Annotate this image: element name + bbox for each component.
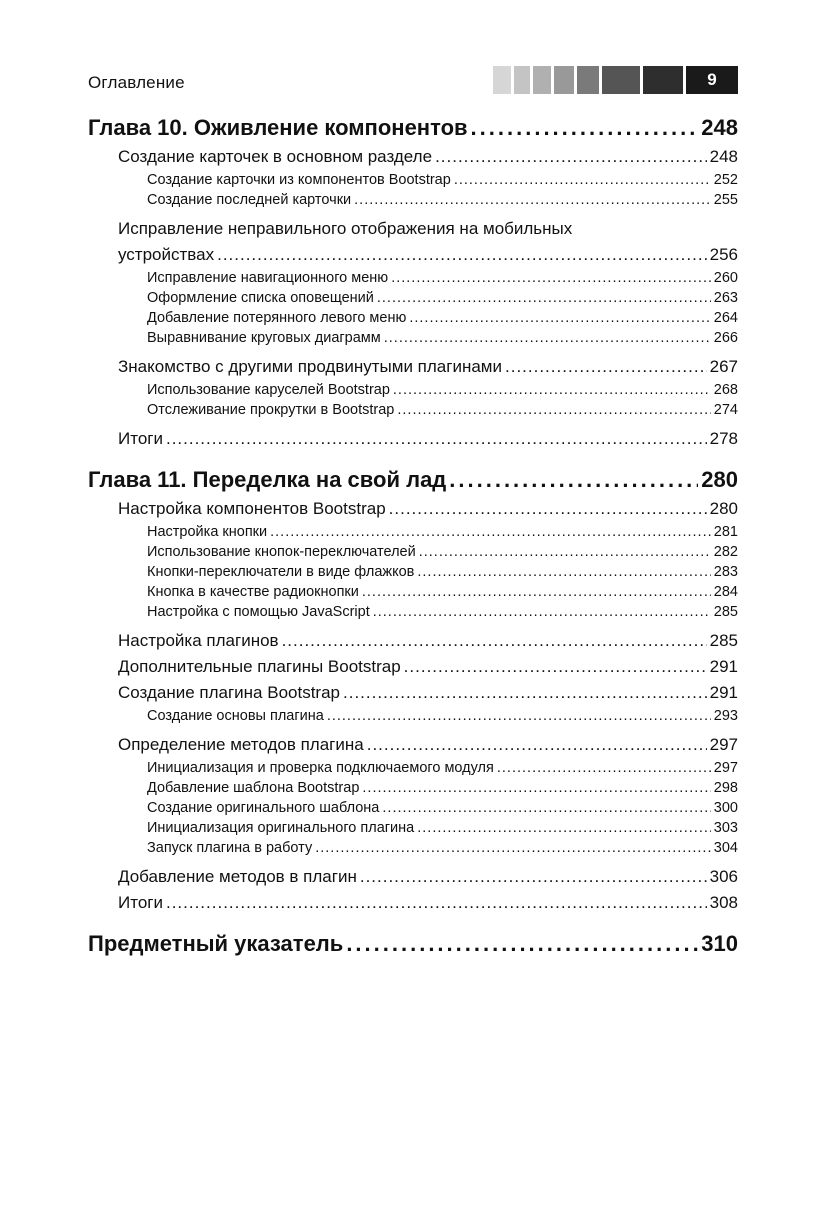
section-entry[interactable]: [88, 242, 738, 268]
leader-dots: [282, 628, 707, 654]
entry-page: 281: [713, 524, 738, 540]
entry-page: 291: [709, 657, 738, 676]
chapter-entry[interactable]: [88, 464, 738, 496]
leader-dots: [404, 654, 707, 680]
entry-page: 264: [713, 310, 738, 326]
subsection-entry[interactable]: [88, 542, 738, 562]
subsection-entry[interactable]: [88, 818, 738, 838]
subsection-entry[interactable]: [88, 288, 738, 308]
entry-title: Кнопки-переключатели в виде флажков: [147, 564, 415, 580]
entry-page: 263: [713, 290, 738, 306]
subsection-entry[interactable]: [88, 838, 738, 858]
entry-title: Выравнивание круговых диаграмм: [147, 330, 381, 346]
entry-title: Отслеживание прокрутки в Bootstrap: [147, 402, 395, 418]
entry-title: Использование кнопок-переключателей: [147, 544, 416, 560]
subsection-entry[interactable]: [88, 582, 738, 602]
section-entry[interactable]: [88, 426, 738, 452]
leader-dots: [435, 144, 707, 170]
section-entry-title-line1[interactable]: Исправление неправильного отображения на мобильных: [118, 219, 573, 238]
leader-dots: [471, 112, 699, 144]
entry-page: 256: [709, 245, 738, 264]
entry-title: Использование каруселей Bootstrap: [147, 382, 390, 398]
subsection-entry[interactable]: [88, 706, 738, 726]
entry-page: 280: [709, 499, 738, 518]
entry-page: 297: [709, 735, 738, 754]
leader-dots: [391, 268, 711, 288]
leader-dots: [360, 864, 707, 890]
entry-page: 285: [713, 604, 738, 620]
header-bar: [493, 66, 511, 94]
entry-page: 248: [701, 115, 738, 140]
entry-title: Настройка плагинов: [118, 631, 279, 650]
entry-page: 255: [713, 192, 738, 208]
leader-dots: [217, 242, 707, 268]
entry-page: 284: [713, 584, 738, 600]
entry-title: Итоги: [118, 429, 163, 448]
leader-dots: [373, 602, 711, 622]
entry-title: Создание карточек в основном разделе: [118, 147, 433, 166]
header-bar: [533, 66, 551, 94]
chapter-entry[interactable]: [88, 928, 738, 960]
entry-title: Дополнительные плагины Bootstrap: [118, 657, 401, 676]
leader-dots: [367, 732, 707, 758]
subsection-entry[interactable]: [88, 190, 738, 210]
entry-title: Добавление методов в плагин: [118, 867, 357, 886]
header-bar: [643, 66, 683, 94]
leader-dots: [166, 890, 707, 916]
entry-page: 303: [713, 820, 738, 836]
section-entry[interactable]: [88, 354, 738, 380]
subsection-entry[interactable]: [88, 380, 738, 400]
entry-title: Инициализация оригинального плагина: [147, 820, 415, 836]
entry-page: 310: [701, 931, 738, 956]
entry-title: устройствах: [118, 245, 215, 264]
entry-page: 268: [713, 382, 738, 398]
leader-dots: [382, 798, 710, 818]
entry-title: Знакомство с другими продвинутыми плагинами: [118, 357, 502, 376]
leader-dots: [362, 582, 711, 602]
leader-dots: [417, 818, 711, 838]
header-bar: [577, 66, 599, 94]
leader-dots: [409, 308, 710, 328]
entry-title: Добавление шаблона Bootstrap: [147, 780, 360, 796]
entry-title: Определение методов плагина: [118, 735, 364, 754]
entry-title: Предметный указатель: [88, 931, 344, 956]
subsection-entry[interactable]: [88, 328, 738, 348]
section-entry[interactable]: [88, 680, 738, 706]
entry-title: Оформление списка оповещений: [147, 290, 374, 306]
header-bar: [602, 66, 640, 94]
entry-page: 293: [713, 708, 738, 724]
leader-dots: [389, 496, 707, 522]
entry-title: Создание плагина Bootstrap: [118, 683, 341, 702]
entry-page: 282: [713, 544, 738, 560]
entry-page: 248: [709, 147, 738, 166]
leader-dots: [419, 542, 711, 562]
leader-dots: [454, 170, 711, 190]
leader-dots: [315, 838, 711, 858]
entry-page: 291: [709, 683, 738, 702]
entry-title: Исправление навигационного меню: [147, 270, 389, 286]
subsection-entry[interactable]: [88, 522, 738, 542]
leader-dots: [505, 354, 707, 380]
leader-dots: [166, 426, 707, 452]
section-entry[interactable]: [88, 890, 738, 916]
subsection-entry[interactable]: [88, 400, 738, 420]
entry-page: 252: [713, 172, 738, 188]
chapter-entry[interactable]: [88, 112, 738, 144]
entry-title: Глава 10. Оживление компонентов: [88, 115, 468, 140]
entry-page: 285: [709, 631, 738, 650]
entry-page: 260: [713, 270, 738, 286]
leader-dots: [397, 400, 710, 420]
leader-dots: [497, 758, 711, 778]
entry-page: 278: [709, 429, 738, 448]
entry-title: Итоги: [118, 893, 163, 912]
leader-dots: [354, 190, 711, 210]
section-entry[interactable]: [88, 496, 738, 522]
subsection-entry[interactable]: [88, 268, 738, 288]
entry-page: 306: [709, 867, 738, 886]
section-entry[interactable]: [88, 628, 738, 654]
entry-page: 300: [713, 800, 738, 816]
subsection-entry[interactable]: [88, 758, 738, 778]
entry-title: Создание оригинального шаблона: [147, 800, 380, 816]
entry-title: Добавление потерянного левого меню: [147, 310, 407, 326]
entry-page: 304: [713, 840, 738, 856]
header-bar: [554, 66, 574, 94]
entry-title: Настройка кнопки: [147, 524, 268, 540]
header-bar: [514, 66, 530, 94]
section-entry[interactable]: [88, 144, 738, 170]
subsection-entry[interactable]: [88, 562, 738, 582]
subsection-entry[interactable]: [88, 778, 738, 798]
section-entry[interactable]: [88, 864, 738, 890]
entry-page: 266: [713, 330, 738, 346]
entry-title: Запуск плагина в работу: [147, 840, 313, 856]
entry-page: 308: [709, 893, 738, 912]
header-title: Оглавление: [88, 73, 185, 92]
entry-title: Инициализация и проверка подключаемого модуля: [147, 760, 494, 776]
subsection-entry[interactable]: [88, 602, 738, 622]
header-decoration: [490, 66, 738, 94]
running-header: [88, 66, 738, 96]
subsection-entry[interactable]: [88, 308, 738, 328]
entry-page: 274: [713, 402, 738, 418]
leader-dots: [449, 464, 698, 496]
entry-page: 298: [713, 780, 738, 796]
entry-title: Настройка компонентов Bootstrap: [118, 499, 386, 518]
entry-page: 267: [709, 357, 738, 376]
entry-page: 280: [701, 467, 738, 492]
leader-dots: [362, 778, 710, 798]
leader-dots: [346, 928, 698, 960]
leader-dots: [343, 680, 707, 706]
page-number: 9: [686, 66, 738, 94]
subsection-entry[interactable]: [88, 798, 738, 818]
section-entry[interactable]: [88, 654, 738, 680]
entry-title: Кнопка в качестве радиокнопки: [147, 584, 359, 600]
leader-dots: [270, 522, 711, 542]
table-of-contents: [88, 112, 738, 960]
section-entry[interactable]: [88, 732, 738, 758]
entry-title: Настройка с помощью JavaScript: [147, 604, 370, 620]
leader-dots: [393, 380, 711, 400]
entry-title: Создание основы плагина: [147, 708, 324, 724]
entry-page: 297: [713, 760, 738, 776]
entry-title: Создание последней карточки: [147, 192, 352, 208]
leader-dots: [384, 328, 711, 348]
subsection-entry[interactable]: [88, 170, 738, 190]
entry-page: 283: [713, 564, 738, 580]
leader-dots: [327, 706, 711, 726]
leader-dots: [377, 288, 711, 308]
entry-title: Глава 11. Переделка на свой лад: [88, 467, 447, 492]
leader-dots: [417, 562, 710, 582]
entry-title: Создание карточки из компонентов Bootstrap: [147, 172, 451, 188]
